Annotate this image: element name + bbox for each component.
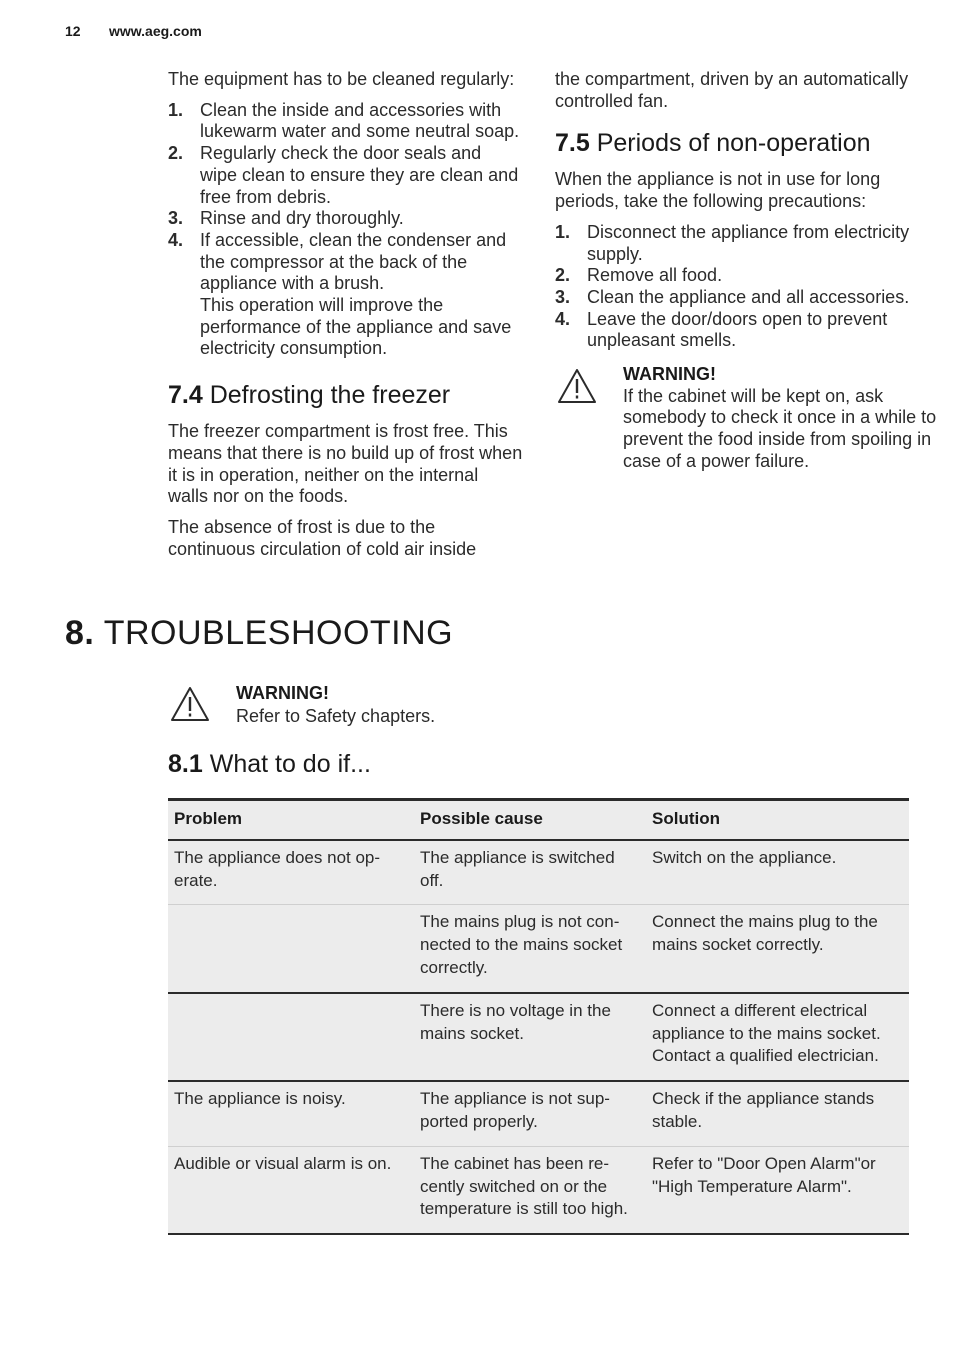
warning-icon [557, 368, 597, 404]
step-text: Clean the inside and accessories with lukewarm water and some neutral soap. [200, 99, 520, 142]
section-number: 7.4 [168, 381, 203, 410]
section-heading-7-4 [168, 380, 523, 410]
table-row [168, 993, 909, 1081]
problem-cell: The appliance does not op-erate. [168, 840, 414, 905]
warning-text: If the cabinet will be kept on, ask somebody to check it once in a while to prevent the food inside from spoiling in case of a power failure. [623, 385, 937, 471]
step-text: Disconnect the appliance from electricity supply. [587, 221, 910, 264]
defrost-continuation: the compartment, driven by an automatically controlled fan. [555, 69, 909, 111]
problem-cell [168, 905, 414, 993]
problem-cell: Audible or visual alarm is on. [168, 1146, 414, 1234]
list-item [168, 143, 523, 208]
page-header [65, 23, 202, 39]
table-row [168, 905, 909, 993]
step-number: 1. [168, 99, 184, 120]
table-row [168, 1146, 909, 1234]
table-row [168, 840, 909, 905]
solution-cell: Connect a different electrical appliance to the mains socket. Contact a qualified electrician. [646, 993, 909, 1081]
step-number: 3. [555, 286, 571, 307]
list-item [168, 230, 523, 360]
section-number: 7.5 [555, 129, 590, 158]
step-text: Leave the door/doors open to prevent unpleasant smells. [587, 308, 888, 351]
problem-cell: The appliance is noisy. [168, 1081, 414, 1146]
table-row [168, 1081, 909, 1146]
section-number: 8.1 [168, 750, 203, 778]
step-number: 3. [168, 208, 184, 229]
cleaning-steps [168, 100, 523, 360]
section-title: Defrosting the freezer [209, 381, 451, 410]
list-item [555, 287, 915, 309]
list-item [168, 100, 523, 143]
non-operation-steps [555, 222, 915, 352]
step-number: 2. [555, 265, 571, 286]
warning-text: Refer to Safety chapters. [236, 706, 436, 726]
cleaning-intro: The equipment has to be cleaned regularly: [168, 69, 515, 89]
chapter-number: 8. [65, 614, 95, 652]
defrost-paragraph-1: The freezer compartment is frost free. This means that there is no build up of frost when it is in operation, neither on the internal walls nor on the foods. [168, 421, 523, 507]
cause-cell: The appliance is switched off. [414, 840, 646, 905]
cause-cell: The mains plug is not con-nected to the mains socket correctly. [414, 905, 646, 993]
column-header: Problem [168, 800, 414, 840]
step-number: 2. [168, 143, 184, 164]
non-operation-intro: When the appliance is not in use for long periods, take the following precautions: [555, 169, 881, 212]
cause-cell: The appliance is not sup-ported properly. [414, 1081, 646, 1146]
step-text: If accessible, clean the condenser and the compressor at the back of the appliance with a brush. [200, 229, 507, 294]
troubleshooting-table [168, 798, 909, 1235]
solution-cell: Check if the appliance stands stable. [646, 1081, 909, 1146]
table-header-row [168, 800, 909, 840]
solution-cell: Connect the mains plug to the mains socket correctly. [646, 905, 909, 993]
solution-cell: Refer to "Door Open Alarm"or "High Temperature Alarm". [646, 1146, 909, 1234]
cause-cell: The cabinet has been re-cently switched on or the temperature is still too high. [414, 1146, 646, 1234]
step-text: Clean the appliance and all accessories. [587, 286, 910, 307]
chapter-title [65, 614, 453, 653]
warning-box [555, 364, 943, 473]
section-title: Periods of non-operation [596, 129, 871, 158]
step-number: 4. [555, 308, 571, 329]
section-title: What to do if... [209, 750, 371, 778]
solution-cell: Switch on the appliance. [646, 840, 909, 905]
section-heading-7-5 [555, 128, 915, 158]
step-text: Remove all food. [587, 265, 723, 286]
step-note: This operation will improve the performance of the appliance and save electricity consumption. [200, 295, 512, 359]
page-number: 12 [65, 23, 81, 39]
list-item [555, 222, 915, 265]
website-url: www.aeg.com [109, 23, 202, 39]
list-item [555, 309, 915, 352]
step-number: 1. [555, 221, 571, 242]
right-column [555, 69, 937, 473]
column-header: Solution [646, 800, 909, 840]
defrost-paragraph-2: The absence of frost is due to the continuous circulation of cold air inside [168, 516, 477, 559]
step-text: Regularly check the door seals and wipe clean to ensure they are clean and free from debris. [200, 143, 519, 207]
list-item [555, 265, 915, 287]
left-column [168, 69, 523, 560]
warning-title: WARNING! [623, 364, 716, 385]
warning-icon [170, 686, 210, 722]
step-text: Rinse and dry thoroughly. [200, 208, 404, 229]
section-heading-8-1 [168, 749, 371, 779]
chapter-warning [168, 682, 636, 728]
chapter-name: TROUBLESHOOTING [103, 614, 454, 652]
step-number: 4. [168, 229, 184, 250]
cause-cell: There is no voltage in the mains socket. [414, 993, 646, 1081]
problem-cell [168, 993, 414, 1081]
list-item [168, 208, 523, 230]
warning-title: WARNING! [236, 683, 329, 703]
column-header: Possible cause [414, 800, 646, 840]
